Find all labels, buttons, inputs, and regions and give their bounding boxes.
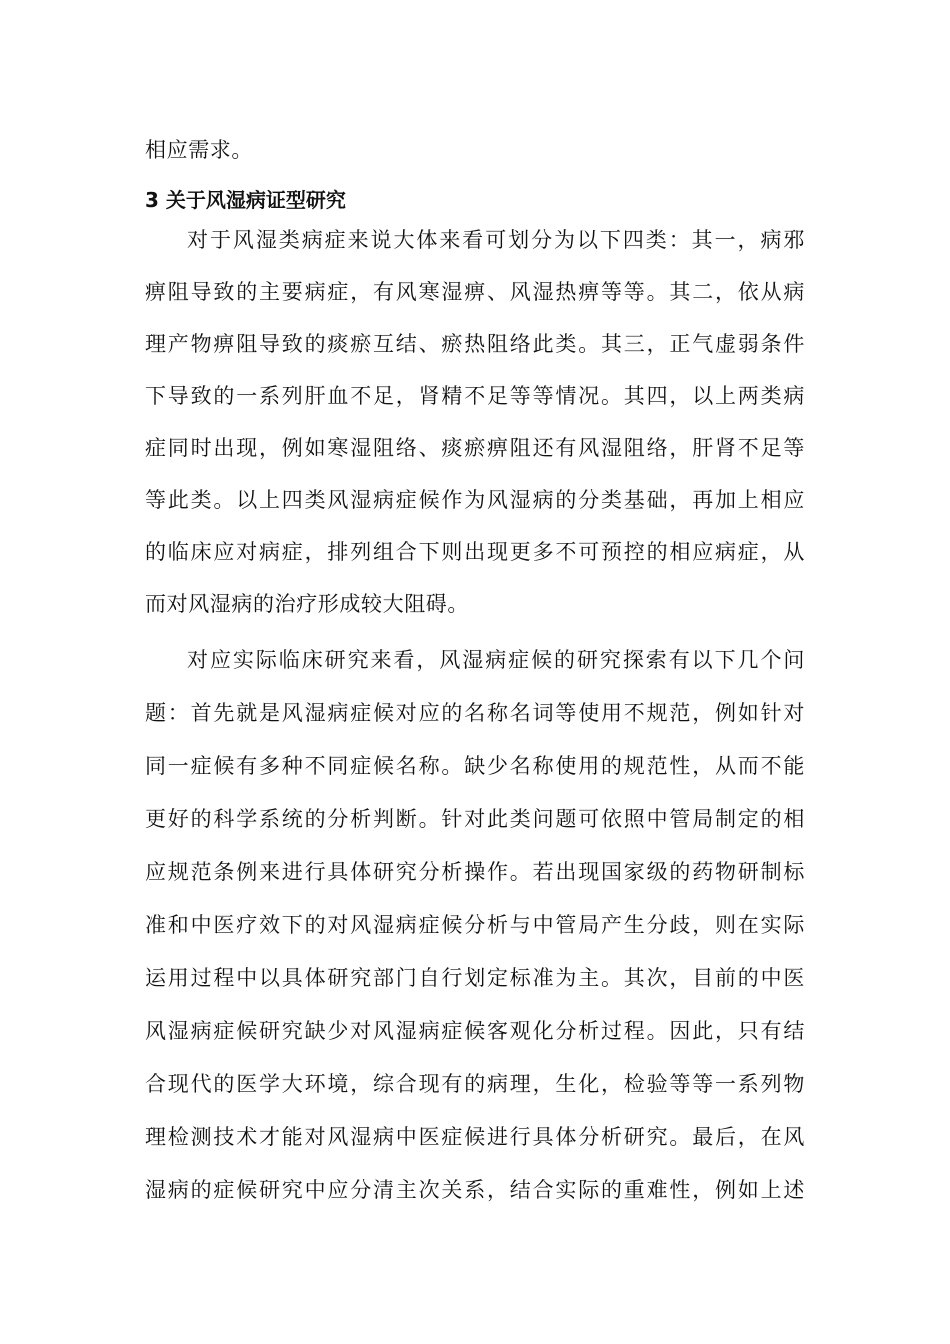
continuation-line: 相应需求。 <box>145 138 253 162</box>
paragraph-line: 题：首先就是风湿病症候对应的名称名词等使用不规范，例如针对 <box>145 701 805 725</box>
paragraph-line: 应规范条例来进行具体研究分析操作。若出现国家级的药物研制标 <box>145 860 805 884</box>
paragraph-line: 的临床应对病症，排列组合下则出现更多不可预控的相应病症，从 <box>145 540 805 564</box>
paragraph-line: 更好的科学系统的分析判断。针对此类问题可依照中管局制定的相 <box>145 807 805 831</box>
paragraph-line: 等此类。以上四类风湿病症候作为风湿病的分类基础，再加上相应 <box>145 488 805 512</box>
paragraph-line: 对应实际临床研究来看，风湿病症候的研究探索有以下几个问 <box>187 648 805 672</box>
paragraph-line: 湿病的症候研究中应分清主次关系，结合实际的重难性，例如上述 <box>145 1178 805 1202</box>
paragraph-line: 同一症候有多种不同症候名称。缺少名称使用的规范性，从而不能 <box>145 754 805 778</box>
paragraph-line: 理产物痹阻导致的痰瘀互结、瘀热阻络此类。其三，正气虚弱条件 <box>145 332 805 356</box>
paragraph-line: 运用过程中以具体研究部门自行划定标准为主。其次，目前的中医 <box>145 966 805 990</box>
paragraph-line: 风湿病症候研究缺少对风湿病症候客观化分析过程。因此，只有结 <box>145 1019 805 1043</box>
paragraph-line: 症同时出现，例如寒湿阻络、痰瘀痹阻还有风湿阻络，肝肾不足等 <box>145 436 805 460</box>
paragraph-line: 痹阻导致的主要病症，有风寒湿痹、风湿热痹等等。其二，依从病 <box>145 280 805 304</box>
paragraph-line: 下导致的一系列肝血不足，肾精不足等等情况。其四，以上两类病 <box>145 384 805 408</box>
paragraph-line: 准和中医疗效下的对风湿病症候分析与中管局产生分歧，则在实际 <box>145 913 805 937</box>
paragraph-line: 合现代的医学大环境，综合现有的病理，生化，检验等等一系列物 <box>145 1072 805 1096</box>
paragraph-line: 而对风湿病的治疗形成较大阻碍。 <box>145 592 469 616</box>
paragraph-line: 理检测技术才能对风湿病中医症候进行具体分析研究。最后，在风 <box>145 1125 805 1149</box>
section-heading: 3 关于风湿病证型研究 <box>145 188 346 212</box>
paragraph-line: 对于风湿类病症来说大体来看可划分为以下四类：其一，病邪 <box>187 228 805 252</box>
